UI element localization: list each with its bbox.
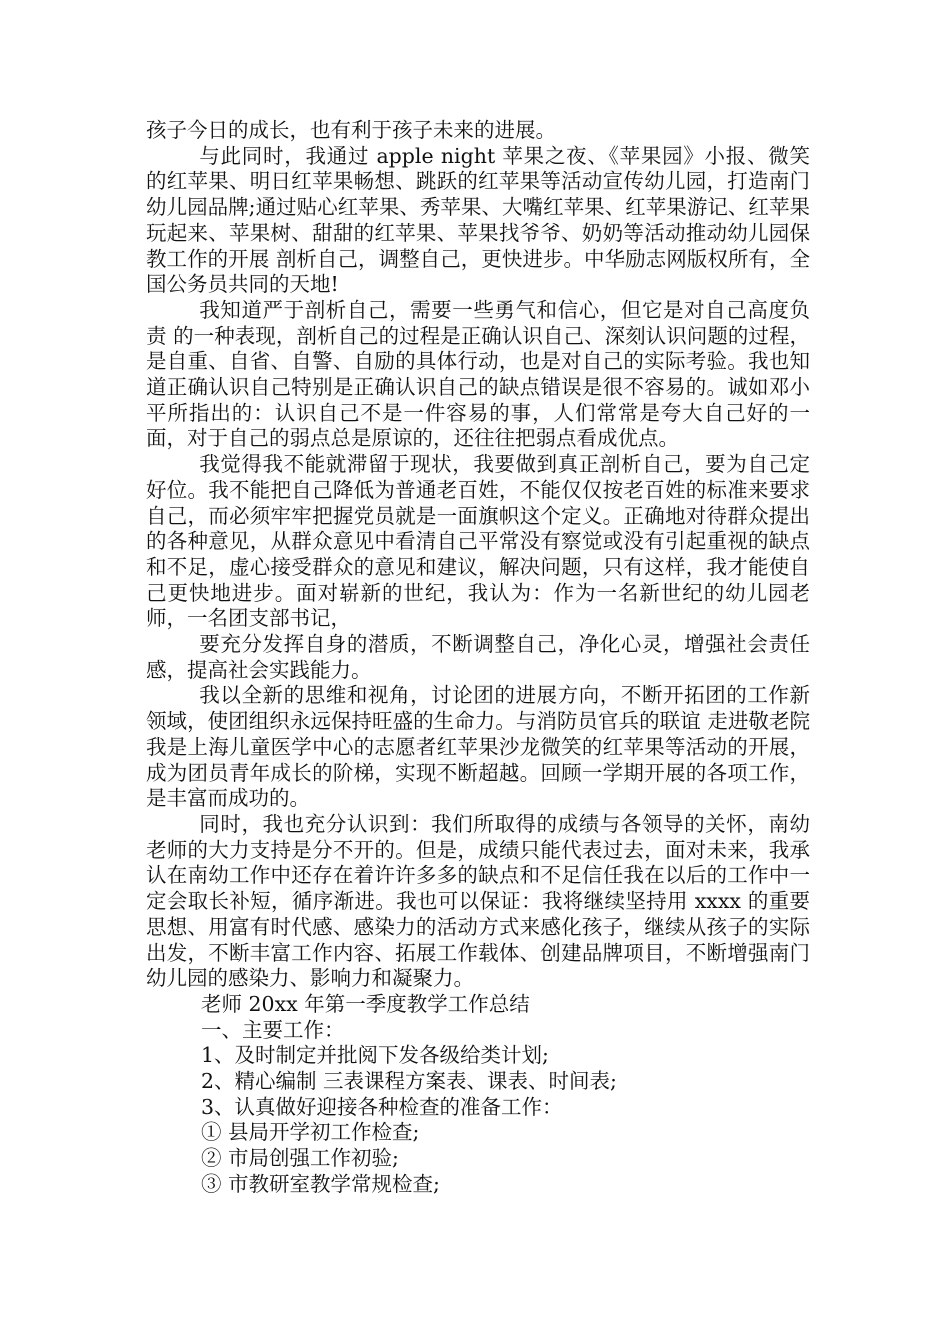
list-item-1: 1、及时制定并批阅下发各级给类计划; [201, 1043, 549, 1068]
paragraph-1: 孩子今日的成长，也有利于孩子未来的进展。 [146, 118, 556, 142]
paragraph-6: 我以全新的思维和视角，讨论团的进展方向，不断开拓团的工作新领域，使团组织永远保持旺盛的生命力。与消防员官兵的联谊 走进敬老院我是上海儿童医学中心的志愿者红苹果沙龙微笑的红苹果等活动的开展，成为团员青年成长的阶梯，实现不断超越。回顾一学期开展的各项工作，是丰富而成功的。 [146, 683, 810, 811]
list-item-2: 2、精心编制 三表课程方案表、课表、时间表; [201, 1069, 617, 1094]
sub-item-2: ② 市局创强工作初验; [201, 1146, 399, 1171]
section-heading-main-work: 一、主要工作： [201, 1017, 345, 1042]
paragraph-5: 要充分发挥自身的潜质，不断调整自己，净化心灵，增强社会责任感，提高社会实践能力。 [146, 632, 810, 682]
document-body [146, 118, 810, 1198]
sub-item-1: ① 县局开学初工作检查; [201, 1120, 420, 1145]
paragraph-2: 与此同时，我通过 apple night 苹果之夜、《苹果园》小报、微笑的红苹果、明日红苹果畅想、跳跃的红苹果等活动宣传幼儿园，打造南门幼儿园品牌;通过贴心红苹果、秀苹果、大嘴红苹果、红苹果游记、红苹果玩起来、苹果树、甜甜的红苹果、苹果找爷爷、奶奶等活动推动幼儿园保教工作的开展 剖析自己，调整自己，更快进步。中华励志网版权所有，全国公务员共同的天地! [146, 143, 810, 297]
paragraph-3: 我知道严于剖析自己，需要一些勇气和信心，但它是对自己高度负责 的一种表现，剖析自己的过程是正确认识自己、深刻认识问题的过程，是自重、自省、自警、自励的具体行动，也是对自己的实际考验。我也知道正确认识自己特别是正确认识自己的缺点错误是很不容易的。诚如邓小平所指出的：认识自己不是一件容易的事，人们常常是夸大自己好的一面，对于自己的弱点总是原谅的，还往往把弱点看成优点。 [146, 297, 810, 451]
list-item-3: 3、认真做好迎接各种检查的准备工作： [201, 1094, 563, 1119]
paragraph-7: 同时，我也充分认识到：我们所取得的成绩与各领导的关怀，南幼老师的大力支持是分不开的。但是，成绩只能代表过去，面对未来，我承认在南幼工作中还存在着许许多多的缺点和不足信任我在以后的工作中一定会取长补短，循序渐进。我也可以保证：我将继续坚持用 xxxx 的重要思想、用富有时代感、感染力的活动方式来感化孩子，继续从孩子的实际出发，不断丰富工作内容、拓展工作载体、创建品牌项目，不断增强南门幼儿园的感染力、影响力和凝聚力。 [146, 811, 810, 991]
sub-item-3: ③ 市教研室教学常规检查; [201, 1171, 440, 1196]
section-title: 老师 20xx 年第一季度教学工作总结 [201, 991, 530, 1016]
paragraph-4: 我觉得我不能就滞留于现状，我要做到真正剖析自己，要为自己定好位。我不能把自己降低为普通老百姓，不能仅仅按老百姓的标准来要求自己，而必须牢牢把握党员就是一面旗帜这个定义。正确地对待群众提出的各种意见，从群众意见中看清自己平常没有察觉或没有引起重视的缺点和不足，虚心接受群众的意见和建议，解决问题，只有这样，我才能使自己更快地进步。面对崭新的世纪，我认为：作为一名新世纪的幼儿园老师，一名团支部书记， [146, 452, 810, 631]
